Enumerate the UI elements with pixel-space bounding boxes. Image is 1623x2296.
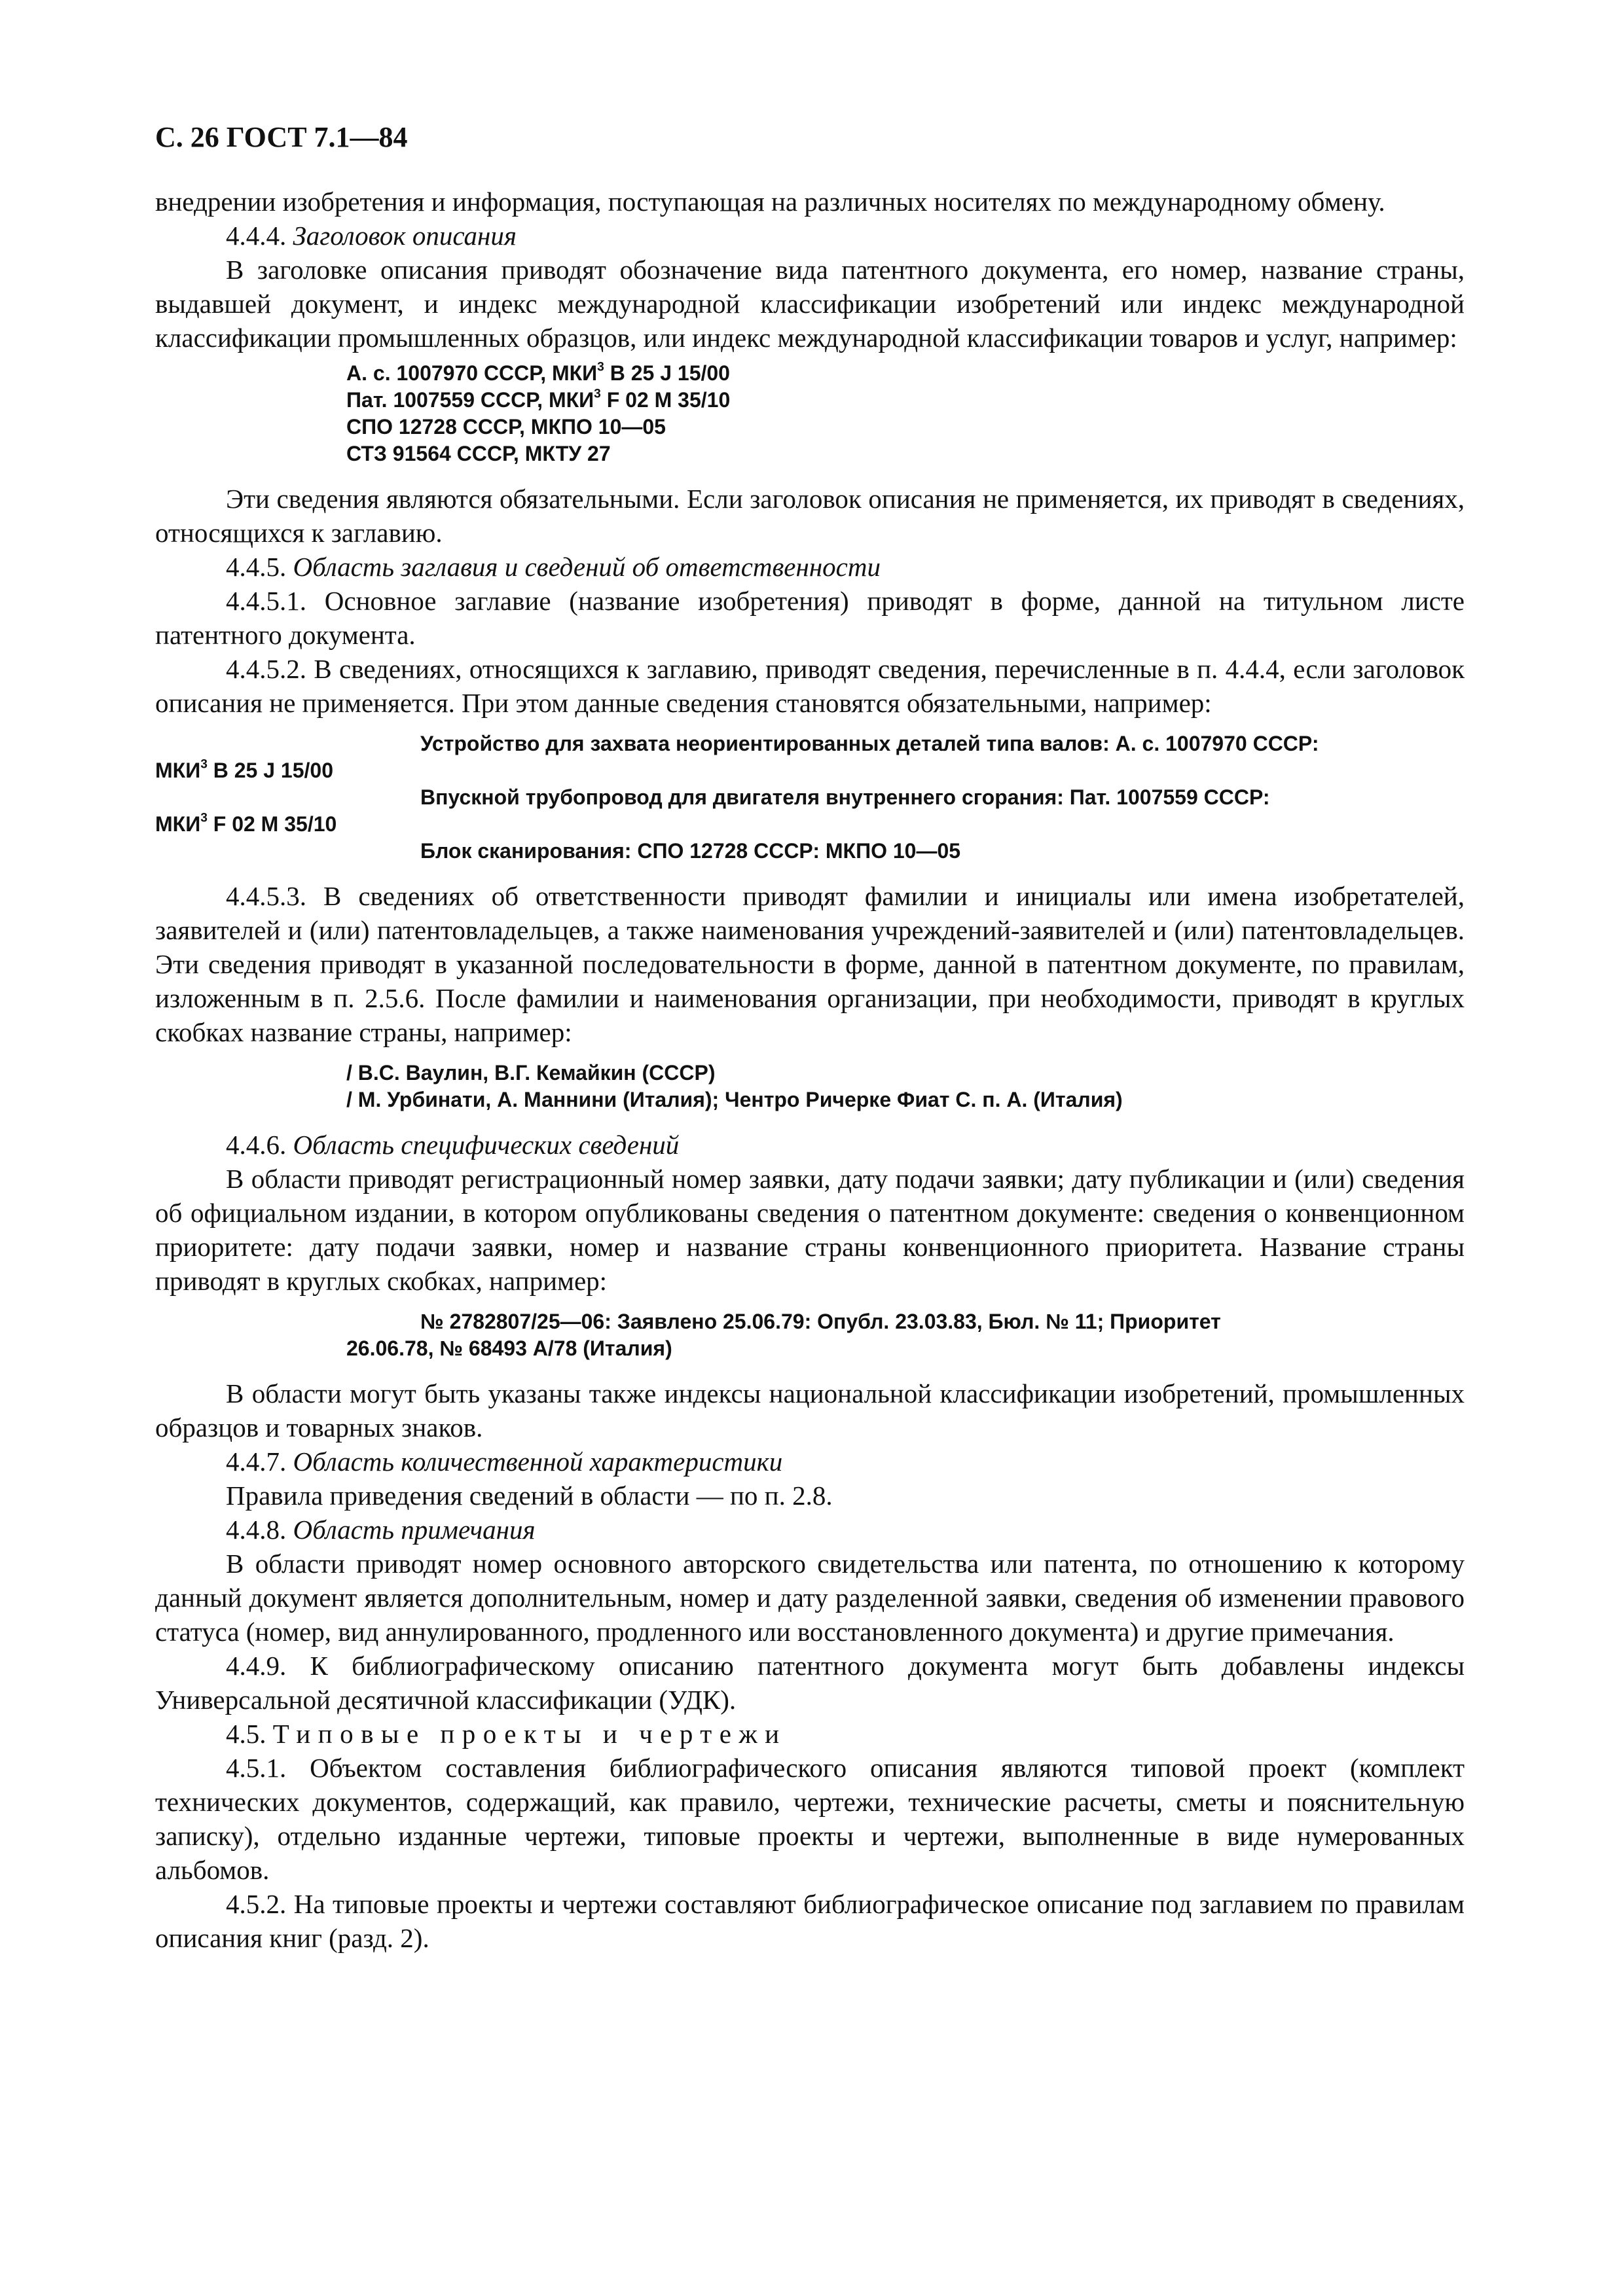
example-block-specific	[155, 1308, 1465, 1362]
paragraph: В области могут быть указаны также индексы национальной классификации изобретений, промышленных образцов и товарных знаков.	[155, 1378, 1465, 1443]
example-line: СТЗ 91564 СССР, МКТУ 27	[346, 442, 611, 465]
example-block-responsibility	[155, 1060, 1465, 1113]
section-title: Область специфических сведений	[293, 1130, 680, 1160]
section-number: 4.4.8.	[226, 1515, 287, 1545]
paragraph-4-4-5-2: 4.4.5.2. В сведениях, относящихся к заглавию, приводят сведения, перечисленные в п. 4.4.4, если заголовок описания не применяется. При этом данные сведения становятся обязательными, например:	[155, 654, 1465, 718]
paragraph: Эти сведения являются обязательными. Если заголовок описания не применяется, их приводят в сведениях, относящихся к заглавию.	[155, 484, 1465, 548]
paragraph-4-4-5-1: 4.4.5.1. Основное заглавие (название изобретения) приводят в форме, данной на титульном листе патентного документа.	[155, 586, 1465, 650]
example-line: СПО 12728 СССР, МКПО 10—05	[346, 415, 666, 439]
paragraph: Правила приведения сведений в области — по п. 2.8.	[226, 1480, 833, 1511]
document-page	[155, 118, 1465, 1955]
paragraph-4-4-5-3: 4.4.5.3. В сведениях об ответственности приводят фамилии и инициалы или имена изобретателей, заявителей и (или) патентовладельцев, а также наименования учреждений-заявителей и (или) патентовладельцев. Эти сведения приводят в указанной последовательности в форме, данной в патентном документе, по правилам, изложенным в п. 2.5.6. После фамилии и наименования организации, при необходимости, приводят в круглых скобках название страны, например:	[155, 881, 1465, 1047]
example-line: 26.06.78, № 68493 А/78 (Италия)	[346, 1336, 672, 1360]
section-title: Заголовок описания	[293, 221, 517, 251]
section-heading-4-4-4	[155, 219, 1465, 253]
example-line: / М. Урбинати, А. Маннини (Италия); Чентро Ричерке Фиат С. п. А. (Италия)	[346, 1088, 1123, 1111]
paragraph: В области приводят регистрационный номер заявки, дату подачи заявки; дату публикации и (или) сведения об официальном издании, в котором опубликованы сведения о патентном документе: сведения о конвенционном приоритете: дату подачи заявки, номер и название страны конвенционного приоритета. Название страны приводят в круглых скобках, например:	[155, 1164, 1465, 1296]
example-line: Впускной трубопровод для двигателя внутреннего сгорания: Пат. 1007559 СССР:	[420, 785, 1270, 809]
section-number: 4.4.6.	[226, 1130, 287, 1160]
page-header: С. 26 ГОСТ 7.1—84	[155, 121, 408, 153]
example-line: МКИ$^3$ В 25 J 15/00	[155, 757, 333, 782]
section-heading-4-5	[155, 1717, 1465, 1751]
section-number: 4.4.5.	[226, 552, 287, 582]
example-line: А. с. 1007970 СССР, МКИ$^3$ В 25 J 15/00	[346, 360, 730, 385]
paragraph-4-5-1: 4.5.1. Объектом составления библиографического описания являются типовой проект (комплект технических документов, содержащий, как правило, чертежи, технические расчеты, сметы и пояснительную записку), отдельно изданные чертежи, типовые проекты и чертежи, выполненные в виде нумерованных альбомов.	[155, 1753, 1465, 1885]
section-number: 4.4.4.	[226, 221, 287, 251]
example-block-headings	[155, 360, 1465, 467]
paragraph: В области приводят номер основного авторского свидетельства или патента, по отношению к которому данный документ является дополнительным, номер и дату разделенной заявки, сведения об изменении правового статуса (номер, вид аннулированного, продленного или восстановленного документа) и другие примечания.	[155, 1549, 1465, 1647]
example-line: Блок сканирования: СПО 12728 СССР: МКПО 10—05	[420, 839, 961, 863]
section-heading-4-4-8	[155, 1513, 1465, 1547]
example-line: Устройство для захвата неориентированных деталей типа валов: А. с. 1007970 СССР:	[420, 732, 1319, 755]
section-title: Область примечания	[293, 1515, 536, 1545]
paragraph-continuation: внедрении изобретения и информация, поступающая на различных носителях по международному обмену.	[155, 187, 1385, 217]
section-title: Область заглавия и сведений об ответственности	[293, 552, 881, 582]
section-number: 4.5.	[226, 1719, 266, 1749]
example-line: № 2782807/25—06: Заявлено 25.06.79: Опубл. 23.03.83, Бюл. № 11; Приоритет	[420, 1310, 1221, 1333]
paragraph: В заголовке описания приводят обозначение вида патентного документа, его номер, название страны, выдавшей документ, и индекс международной классификации изобретений или индекс международной классификации промышленных образцов, или индекс международной классификации товаров и услуг, например:	[155, 255, 1465, 353]
example-block-titles	[155, 730, 1465, 865]
paragraph-4-5-2: 4.5.2. На типовые проекты и чертежи составляют библиографическое описание под заглавием по правилам описания книг (разд. 2).	[155, 1889, 1465, 1953]
example-line: / В.С. Ваулин, В.Г. Кемайкин (СССР)	[346, 1061, 716, 1085]
section-heading-4-4-7	[155, 1444, 1465, 1479]
section-heading-4-4-6	[155, 1128, 1465, 1162]
section-title: Типовые проекты и чертежи	[272, 1719, 787, 1749]
section-title: Область количественной характеристики	[293, 1446, 783, 1477]
section-heading-4-4-5	[155, 550, 1465, 584]
example-line: МКИ$^3$ F 02 М 35/10	[155, 811, 337, 836]
section-number: 4.4.7.	[226, 1446, 287, 1477]
example-line: Пат. 1007559 СССР, МКИ$^3$ F 02 М 35/10	[346, 387, 731, 412]
paragraph-4-4-9: 4.4.9. К библиографическому описанию патентного документа могут быть добавлены индексы Универсальной десятичной классификации (УДК).	[155, 1651, 1465, 1715]
